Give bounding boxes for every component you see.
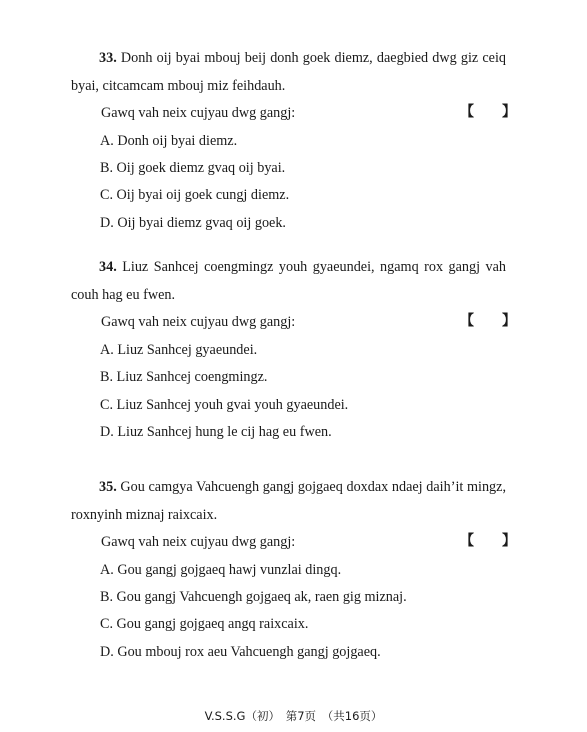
question-34-option-c[interactable]: C. Liuz Sanhcej youh gvai youh gyaeundei. (100, 397, 349, 413)
page-footer: V.S.S.G（初） 第7页 （共16页） (204, 709, 383, 723)
question-35-number: 35. (99, 479, 117, 495)
question-35-prompt: Gawq vah neix cujyau dwg gangj: (101, 534, 296, 550)
question-33-option-b[interactable]: B. Oij goek diemz gvaq oij byai. (100, 160, 286, 176)
question-33-option-d[interactable]: D. Oij byai diemz gvaq oij goek. (100, 215, 286, 231)
question-34-answer-bracket[interactable]: 【 】 (460, 314, 516, 329)
question-34-number: 34. (99, 259, 117, 275)
question-35-stem-line2: roxnyinh miznaj raixcaix. (71, 507, 218, 523)
question-34-prompt: Gawq vah neix cujyau dwg gangj: (101, 314, 296, 330)
question-33-option-a[interactable]: A. Donh oij byai diemz. (100, 133, 238, 149)
question-34-stem-text: Liuz Sanhcej coengmingz youh gyaeundei, ngamq rox gangj vah (122, 259, 506, 275)
question-34-option-d[interactable]: D. Liuz Sanhcej hung le cij hag eu fwen. (100, 424, 332, 440)
question-34-stem-line1 (99, 258, 506, 276)
question-34-option-b[interactable]: B. Liuz Sanhcej coengmingz. (100, 369, 268, 385)
question-34-stem-line2: couh hag eu fwen. (71, 287, 176, 303)
question-33-prompt: Gawq vah neix cujyau dwg gangj: (101, 105, 296, 121)
question-35-answer-bracket[interactable]: 【 】 (460, 534, 516, 549)
question-34-option-a[interactable]: A. Liuz Sanhcej gyaeundei. (100, 342, 258, 358)
question-35-option-c[interactable]: C. Gou gangj gojgaeq angq raixcaix. (100, 616, 309, 632)
question-33-stem-text: Donh oij byai mbouj beij donh goek diemz, daegbied dwg giz ceiq (120, 50, 507, 66)
question-33-stem-line1 (99, 49, 506, 67)
question-33-stem-line2: byai, citcamcam mbouj miz feihdauh. (71, 78, 286, 94)
question-35-stem-line1 (99, 478, 506, 496)
question-35-option-d[interactable]: D. Gou mbouj rox aeu Vahcuengh gangj gojgaeq. (100, 644, 381, 660)
question-33-number: 33. (99, 50, 117, 66)
question-33-answer-bracket[interactable]: 【 】 (460, 105, 516, 120)
question-35-option-a[interactable]: A. Gou gangj gojgaeq hawj vunzlai dingq. (100, 562, 342, 578)
question-35-stem-text: Gou camgya Vahcuengh gangj gojgaeq doxdax ndaej daih’it mingz, (120, 479, 506, 495)
question-33-option-c[interactable]: C. Oij byai oij goek cungj diemz. (100, 187, 290, 203)
question-35-option-b[interactable]: B. Gou gangj Vahcuengh gojgaeq ak, raen gig miznaj. (100, 589, 407, 605)
